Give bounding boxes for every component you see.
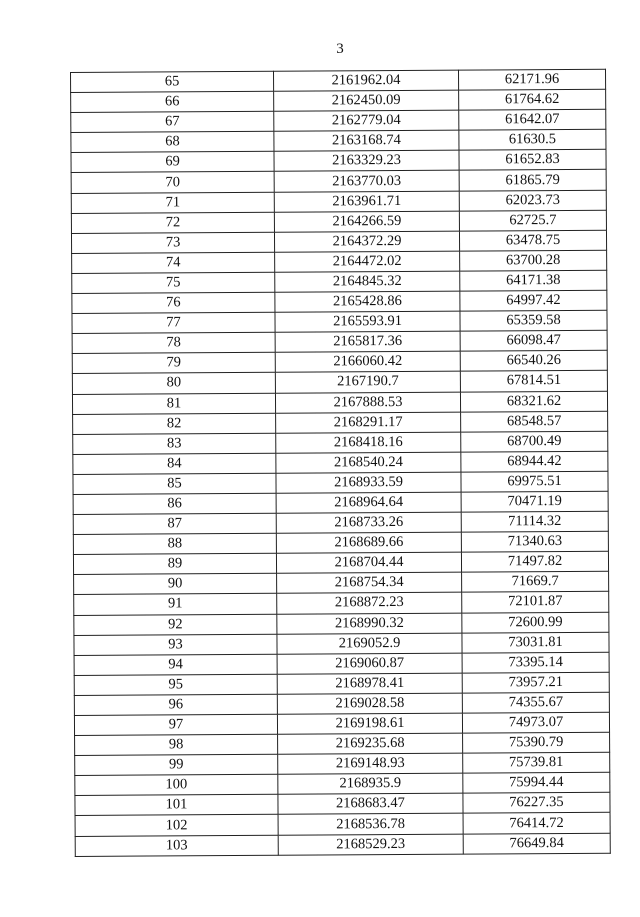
x-coordinate-cell: 2169148.93 [278,753,463,774]
point-number-cell: 99 [75,754,278,775]
point-number-cell: 81 [72,393,275,414]
y-coordinate-cell: 71669.7 [462,572,609,593]
point-number-cell: 65 [71,71,274,92]
table-row [75,793,610,816]
x-coordinate-cell: 2168291.17 [276,412,461,433]
table-row [71,190,606,213]
y-coordinate-cell: 66098.47 [460,330,607,351]
point-number-cell: 96 [74,694,277,715]
table-row [73,451,608,474]
y-coordinate-cell: 70471.19 [461,491,608,512]
table-row [72,351,607,374]
y-coordinate-cell: 68321.62 [460,391,607,412]
point-number-cell: 67 [71,111,274,132]
point-number-cell: 76 [72,292,275,313]
table-row [73,491,608,514]
y-coordinate-cell: 71114.32 [461,511,608,532]
y-coordinate-cell: 69975.51 [461,471,608,492]
point-number-cell: 93 [74,634,277,655]
point-number-cell: 70 [71,172,274,193]
point-number-cell: 77 [72,312,275,333]
y-coordinate-cell: 75739.81 [463,752,610,773]
table-row [72,371,607,394]
point-number-cell: 84 [73,453,276,474]
y-coordinate-cell: 62171.96 [458,69,605,90]
point-number-cell: 88 [73,533,276,554]
y-coordinate-cell: 72600.99 [462,612,609,633]
table-row [73,411,608,434]
x-coordinate-cell: 2161962.04 [273,70,458,91]
y-coordinate-cell: 75390.79 [463,732,610,753]
x-coordinate-cell: 2169198.61 [277,713,462,734]
x-coordinate-cell: 2167888.53 [275,392,460,413]
y-coordinate-cell: 74355.67 [462,692,609,713]
table-body [71,69,611,856]
table-row [71,230,606,253]
table-row [71,130,606,153]
y-coordinate-cell: 61630.5 [459,130,606,151]
x-coordinate-cell: 2164266.59 [274,211,459,232]
point-number-cell: 85 [73,473,276,494]
table-row [74,632,609,655]
x-coordinate-cell: 2169060.87 [277,653,462,674]
y-coordinate-cell: 73957.21 [462,672,609,693]
x-coordinate-cell: 2168689.66 [276,532,461,553]
point-number-cell: 72 [71,212,274,233]
table-row [71,210,606,233]
table-row [74,672,609,695]
x-coordinate-cell: 2169052.9 [277,633,462,654]
x-coordinate-cell: 2168540.24 [276,452,461,473]
y-coordinate-cell: 73395.14 [462,652,609,673]
y-coordinate-cell: 72101.87 [462,592,609,613]
y-coordinate-cell: 76414.72 [463,813,610,834]
table-row [72,391,607,414]
x-coordinate-cell: 2164372.29 [274,231,459,252]
point-number-cell: 95 [74,674,277,695]
y-coordinate-cell: 75994.44 [463,772,610,793]
x-coordinate-cell: 2168964.64 [276,492,461,513]
table-row [71,69,606,92]
y-coordinate-cell: 71340.63 [461,531,608,552]
y-coordinate-cell: 66540.26 [460,351,607,372]
point-number-cell: 101 [75,795,278,816]
x-coordinate-cell: 2168536.78 [278,814,463,835]
x-coordinate-cell: 2163329.23 [274,151,459,172]
table-row [74,592,609,615]
x-coordinate-cell: 2168683.47 [278,793,463,814]
table-row [74,652,609,675]
table-row [72,310,607,333]
y-coordinate-cell: 61652.83 [459,150,606,171]
x-coordinate-cell: 2168872.23 [277,593,462,614]
x-coordinate-cell: 2166060.42 [275,351,460,372]
y-coordinate-cell: 61764.62 [459,89,606,110]
x-coordinate-cell: 2168704.44 [276,552,461,573]
table-row [75,813,610,836]
x-coordinate-cell: 2164472.02 [275,251,460,272]
point-number-cell: 73 [71,232,274,253]
coordinates-table [70,69,611,857]
table-row [72,290,607,313]
x-coordinate-cell: 2165817.36 [275,331,460,352]
point-number-cell: 83 [73,433,276,454]
table-row [74,612,609,635]
x-coordinate-cell: 2168529.23 [278,834,463,855]
x-coordinate-cell: 2167190.7 [275,372,460,393]
table-row [75,772,610,795]
y-coordinate-cell: 73031.81 [462,632,609,653]
point-number-cell: 102 [75,815,278,836]
x-coordinate-cell: 2168418.16 [276,432,461,453]
table-row [73,551,608,574]
y-coordinate-cell: 76649.84 [463,833,610,854]
x-coordinate-cell: 2168990.32 [277,613,462,634]
table-row [74,692,609,715]
table-row [73,471,608,494]
x-coordinate-cell: 2169235.68 [278,733,463,754]
point-number-cell: 75 [72,272,275,293]
table-row [72,270,607,293]
y-coordinate-cell: 64171.38 [460,270,607,291]
point-number-cell: 89 [73,553,276,574]
table-row [73,511,608,534]
point-number-cell: 80 [72,373,275,394]
point-number-cell: 86 [73,493,276,514]
x-coordinate-cell: 2168733.26 [276,512,461,533]
x-coordinate-cell: 2168933.59 [276,472,461,493]
y-coordinate-cell: 62725.7 [459,210,606,231]
x-coordinate-cell: 2164845.32 [275,271,460,292]
y-coordinate-cell: 63700.28 [460,250,607,271]
point-number-cell: 79 [72,353,275,374]
point-number-cell: 98 [75,734,278,755]
y-coordinate-cell: 64997.42 [460,290,607,311]
y-coordinate-cell: 61865.79 [459,170,606,191]
table-row [72,330,607,353]
point-number-cell: 68 [71,132,274,153]
x-coordinate-cell: 2168754.34 [277,572,462,593]
point-number-cell: 74 [72,252,275,273]
point-number-cell: 91 [74,594,277,615]
point-number-cell: 69 [71,152,274,173]
point-number-cell: 100 [75,775,278,796]
point-number-cell: 97 [74,714,277,735]
point-number-cell: 87 [73,513,276,534]
point-number-cell: 90 [74,574,277,595]
x-coordinate-cell: 2162779.04 [274,110,459,131]
point-number-cell: 78 [72,332,275,353]
x-coordinate-cell: 2163770.03 [274,171,459,192]
point-number-cell: 103 [75,835,278,856]
x-coordinate-cell: 2168935.9 [278,773,463,794]
point-number-cell: 94 [74,654,277,675]
table-row [71,170,606,193]
x-coordinate-cell: 2163961.71 [274,191,459,212]
point-number-cell: 66 [71,91,274,112]
point-number-cell: 82 [73,413,276,434]
x-coordinate-cell: 2162450.09 [274,90,459,111]
table-row [73,431,608,454]
table-row [75,732,610,755]
y-coordinate-cell: 62023.73 [459,190,606,211]
y-coordinate-cell: 61642.07 [459,109,606,130]
page-number: 3 [336,41,344,57]
y-coordinate-cell: 71497.82 [461,551,608,572]
y-coordinate-cell: 76227.35 [463,793,610,814]
y-coordinate-cell: 63478.75 [459,230,606,251]
y-coordinate-cell: 68548.57 [461,411,608,432]
x-coordinate-cell: 2169028.58 [277,693,462,714]
point-number-cell: 92 [74,614,277,635]
table-row [73,531,608,554]
table-row [71,150,606,173]
table-row [71,89,606,112]
table-row [72,250,607,273]
table-row [75,752,610,775]
table-row [74,572,609,595]
y-coordinate-cell: 68944.42 [461,451,608,472]
x-coordinate-cell: 2163168.74 [274,130,459,151]
y-coordinate-cell: 65359.58 [460,310,607,331]
point-number-cell: 71 [71,192,274,213]
x-coordinate-cell: 2168978.41 [277,673,462,694]
table-row [75,833,610,856]
table-row [71,109,606,132]
y-coordinate-cell: 74973.07 [462,712,609,733]
x-coordinate-cell: 2165593.91 [275,311,460,332]
x-coordinate-cell: 2165428.86 [275,291,460,312]
table-row [74,712,609,735]
y-coordinate-cell: 68700.49 [461,431,608,452]
y-coordinate-cell: 67814.51 [460,371,607,392]
